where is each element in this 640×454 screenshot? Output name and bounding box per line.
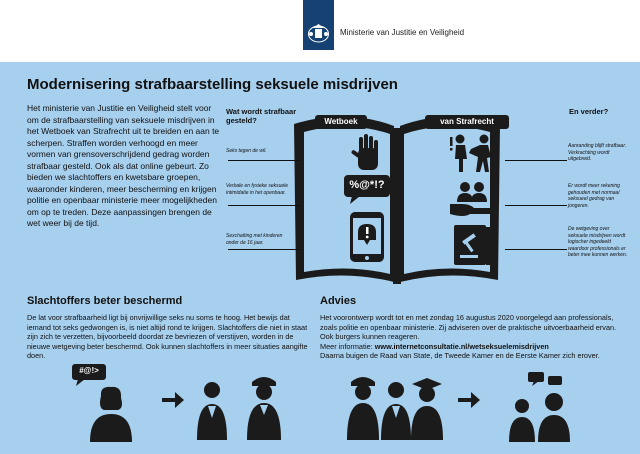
phone-alert-icon — [350, 212, 384, 262]
note-sexchatting: Sexchatting met kinderen onder de 16 jaar. — [226, 233, 283, 246]
note-jongeren: Er wordt meer rekening gehouden met normaal seksueel gedrag van jongeren. — [568, 183, 620, 209]
police-officer-icon — [246, 372, 282, 440]
question-right: En verder? — [569, 107, 609, 116]
curse-symbols: %@*!? — [349, 179, 385, 191]
leader-line — [228, 205, 300, 206]
section-title-victims: Slachtoffers beter beschermd — [27, 295, 183, 307]
header — [0, 0, 640, 62]
scholar-icon — [410, 376, 444, 440]
section-body-advice — [320, 313, 625, 361]
leader-line — [505, 249, 567, 250]
speech-bubble-icon — [344, 175, 390, 201]
bubble-text: #@!> — [79, 366, 99, 375]
note-wetgeving: De wetgeving over seksuele misdrijven wordt logischer ingedeeld waardoor professionals er beter mee kunnen werken. — [568, 226, 628, 258]
banner-van-strafrecht: van Strafrecht — [425, 115, 509, 129]
page-title: Modernisering strafbaarstelling seksuele misdrijven — [27, 76, 398, 93]
note-intimidatie: Verbale en fysieke seksuele intimidatie in het openbaar. — [226, 183, 289, 196]
arrow-right-icon — [458, 392, 480, 408]
victim-person-icon — [196, 380, 228, 440]
hand-stop-icon — [350, 134, 384, 172]
section-body-victims: De lat voor strafbaarheid ligt bij onvrijwillige seks nu soms te hoog. Het bewijs dat iemand tot seks gedwongen is, is niet altijd rond te krijgen. Slachtoffers die niet in staat zijn zich te verzetten, bijvoorbeeld doordat ze bevriezen of verstijven, worden in de nieuwe wetgeving beter beschermd. Ook kunnen slachtoffers in meer situaties aangifte doen. — [27, 313, 308, 361]
police-officer-icon — [346, 372, 380, 440]
advice-text-2: Daarna buigen de Raad van State, de Tweede Kamer en de Eerste Kamer zich erover. — [320, 351, 600, 361]
law-book-icon — [454, 225, 492, 265]
info-link[interactable]: www.internetconsultatie.nl/wetseksuelemisdrijven — [374, 341, 549, 351]
leader-line — [505, 160, 567, 161]
bubble-icon — [72, 364, 106, 384]
note-aanranding: Aanranding blijft strafbaar. Verkrachting wordt uitgebreid. — [568, 143, 627, 162]
banner-wetboek: Wetboek — [315, 115, 367, 129]
leader-line — [228, 249, 300, 250]
assault-icon — [447, 133, 497, 173]
advice-text-1: Het voorontwerp wordt tot en met zondag 16 augustus 2020 voorgelegd aan professionals, zoals politie en openbaar ministerie. Zij adviseren over de praktische uitvoerbaarheid ervan. Ook burgers kunnen reageren. — [320, 313, 617, 342]
leader-line — [505, 205, 567, 206]
protecting-hands-icon — [450, 180, 494, 220]
professional-icon — [380, 380, 412, 440]
ministry-name: Ministerie van Justitie en Veiligheid — [340, 28, 465, 37]
intro-text: Het ministerie van Justitie en Veiligheid stelt voor om de strafbaarstelling van seksuele misdrijven in het Wetboek van Strafrecht uit te breiden en aan te scherpen. Straffen worden verhoogd en meer vormen van grensoverschrijdend gedrag worden strafbaar gesteld. Ook als dat online gebeurt. Zo bieden we slachtoffers en kwetsbare groepen, waaronder kinderen, meer bescherming en krijgen politie en openbaar ministerie meer mogelijkheden om op te treden. Deze aanpassingen brengen de wet weer bij de tijd. — [27, 103, 220, 228]
rijksoverheid-logo — [303, 0, 334, 50]
section-title-advice: Advies — [320, 295, 357, 307]
leader-line — [228, 160, 300, 161]
note-seks-tegen-wil: Seks tegen de wil. — [226, 148, 267, 154]
arrow-right-icon — [162, 392, 184, 408]
council-people-icon — [508, 372, 578, 442]
victim-person-icon — [88, 386, 134, 442]
question-left: Wat wordt strafbaar gesteld? — [226, 107, 297, 125]
info-label: Meer informatie: — [320, 341, 373, 351]
